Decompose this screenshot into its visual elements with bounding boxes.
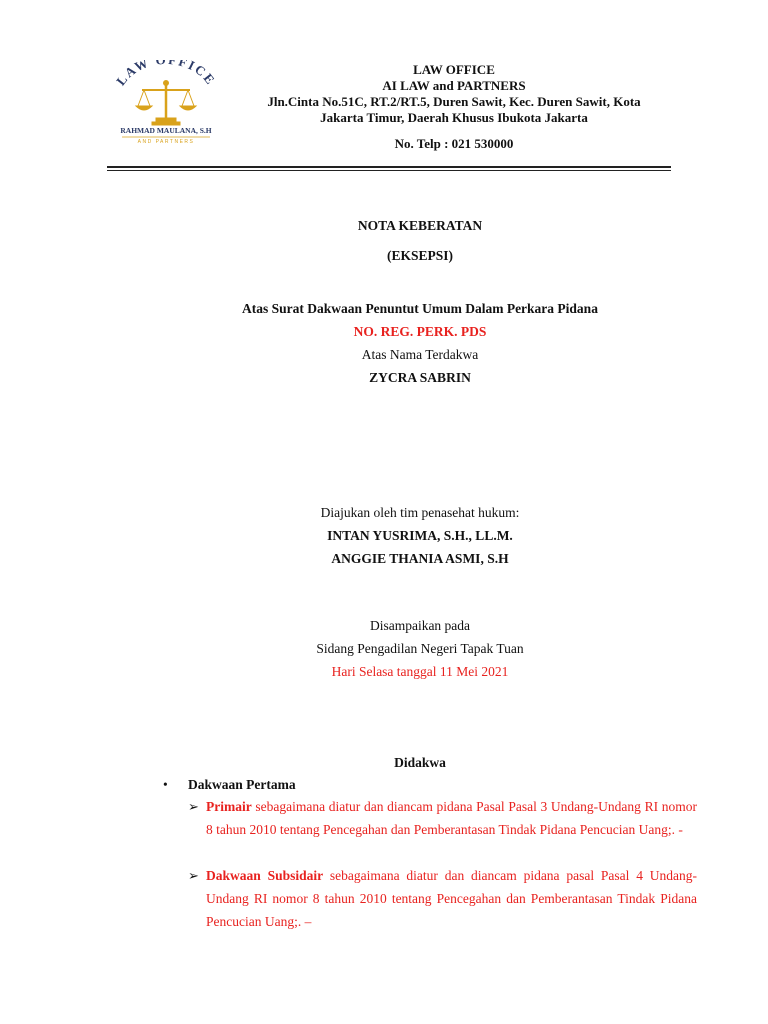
scales-of-justice-icon xyxy=(136,81,196,126)
counsel-name: INTAN YUSRIMA, S.H., LL.M. xyxy=(327,528,513,543)
letterhead-line: LAW OFFICE xyxy=(413,62,495,77)
letterhead-line: Jakarta Timur, Daerah Khusus Ibukota Jakarta xyxy=(320,110,588,125)
counsel-label: Diajukan oleh tim penasehat hukum: xyxy=(320,505,520,520)
charge-text: sebagaimana diatur dan diancam pidana pasal Pasal 4 Undang-Undang RI nomor 8 tahun 2010 tentang Pencegahan dan Pemberantasan Tindak Pidana Pencucian Uang;. – xyxy=(206,868,697,929)
arrow-bullet-icon: ➢ xyxy=(188,799,199,814)
letterhead-line: AI LAW and PARTNERS xyxy=(382,78,526,93)
document-subtitle: (EKSEPSI) xyxy=(386,248,454,263)
charges-heading: Didakwa xyxy=(394,755,446,770)
logo-sub-text: AND PARTNERS xyxy=(137,139,195,145)
charge-item-subsidair xyxy=(206,864,697,933)
bullet-icon: • xyxy=(163,777,168,792)
charge-term: Dakwaan Subsidair xyxy=(206,868,324,883)
charge-term: Primair xyxy=(206,799,252,814)
charge-first-label: Dakwaan Pertama xyxy=(188,777,296,792)
case-intro: Atas Surat Dakwaan Penuntut Umum Dalam Perkara Pidana xyxy=(242,301,598,316)
defendant-label: Atas Nama Terdakwa xyxy=(361,347,479,362)
letterhead-rule-thick xyxy=(107,166,671,168)
defendant-name: ZYCRA SABRIN xyxy=(369,370,471,385)
logo-arc-text: LAW FICE xyxy=(113,60,219,89)
letterhead-line: Jln.Cinta No.51C, RT.2/RT.5, Duren Sawit, Kec. Duren Sawit, Kota xyxy=(267,94,641,109)
logo-name-text: RAHMAD MAULANA, S.H xyxy=(120,126,212,135)
document-title: NOTA KEBERATAN xyxy=(357,218,483,233)
letterhead-text xyxy=(240,62,668,152)
charge-item-primair xyxy=(206,795,697,841)
arrow-bullet-icon: ➢ xyxy=(188,868,199,883)
hearing-date: Hari Selasa tanggal 11 Mei 2021 xyxy=(331,664,509,679)
case-reg-number: NO. REG. PERK. PDS xyxy=(353,324,487,339)
delivery-label: Disampaikan pada xyxy=(369,618,471,633)
law-office-logo xyxy=(108,60,224,146)
letterhead-rule-thin xyxy=(107,170,671,171)
letterhead-phone: No. Telp : 021 530000 xyxy=(394,136,514,151)
counsel-name: ANGGIE THANIA ASMI, S.H xyxy=(331,551,509,566)
court-name: Sidang Pengadilan Negeri Tapak Tuan xyxy=(316,641,524,656)
charge-text: sebagaimana diatur dan diancam pidana Pasal Pasal 3 Undang-Undang RI nomor 8 tahun 2010 tentang Pencegahan dan Pemberantasan Tindak Pidana Pencucian Uang;. - xyxy=(206,799,697,837)
